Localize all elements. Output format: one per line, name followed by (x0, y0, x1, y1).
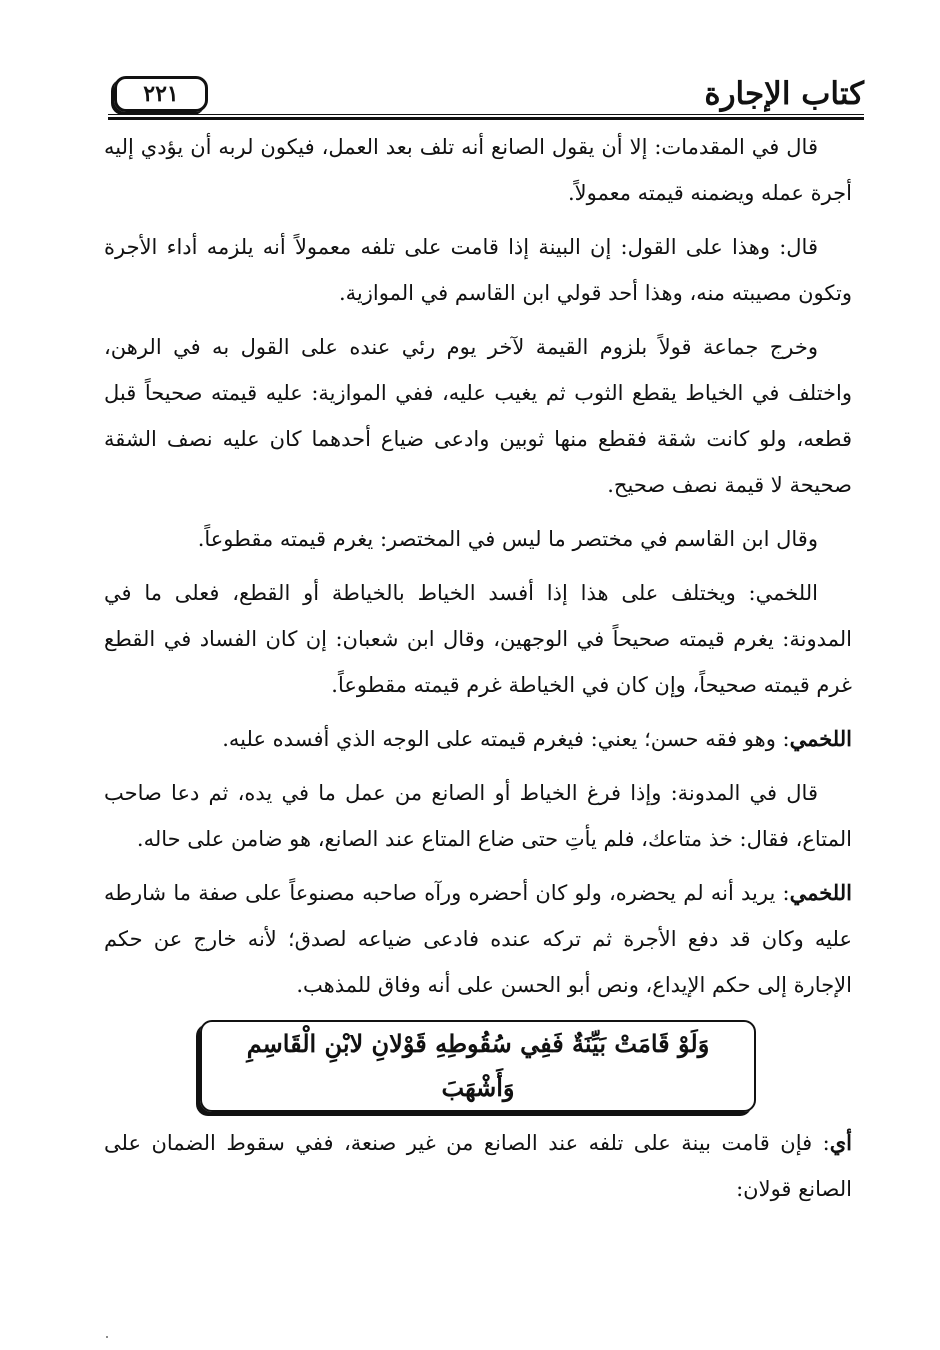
paragraph-sharh (104, 1120, 852, 1212)
page-header (108, 72, 864, 120)
paragraph-lakhmi-yurid (104, 870, 852, 1008)
lakhmi-term: اللخمي (789, 880, 852, 905)
page-number: ٢٢١ (114, 76, 208, 112)
paragraph-bayyina-qawl: قال: وهذا على القول: إن البينة إذا قامت على تلفه معمولاً أنه يلزمه أداء الأجرة وتكون مصيبته منه، وهذا أحد قولي ابن القاسم في الموازية. (104, 235, 852, 305)
paragraph-text: : وهو فقه حسن؛ يعني: فيغرم قيمته على الوجه الذي أفسده عليه. (222, 727, 790, 751)
paragraph-text: : فإن قامت بينة على تلفه عند الصانع من غير صنعة، ففي سقوط الضمان على الصانع قولان: (104, 1131, 852, 1201)
lakhmi-term: اللخمي (789, 726, 852, 751)
paragraph-lakhmi-ikhtilaf: اللخمي: ويختلف على هذا إذا أفسد الخياط بالخياطة أو القطع، فعلى ما في المدونة: يغرم قيمته صحيحاً في الوجهين، وقال ابن شعبان: إن كان الفساد في القطع غرم قيمته صحيحاً، وإن كان في الخياطة غرم قيمته مقطوعاً. (104, 581, 852, 697)
paragraph-muqaddimat: قال في المقدمات: إلا أن يقول الصانع أنه تلف بعد العمل، فيكون لربه أن يؤدي إليه أجرة عمله ويضمنه قيمته معمولاً. (104, 135, 852, 205)
page-body (104, 124, 852, 1220)
scan-speck (106, 1336, 108, 1338)
paragraph-khayyat: وخرج جماعة قولاً بلزوم القيمة لآخر يوم رئي عنده على القول به في الرهن، واختلف في الخياط يقطع الثوب ثم يغيب عليه، ففي الموازية: عليه قيمته صحيحاً قبل قطعه، ولو كانت شقة فقطع منها ثوبين وادعى ضياع أحدهما كان عليه نصف الشقة صحيحة لا قيمة نصف صحيح. (104, 335, 852, 497)
header-rule (108, 117, 864, 120)
book-title: كتاب الإجارة (704, 76, 864, 112)
matn-box: وَلَوْ قَامَتْ بَيِّنَةٌ فَفِي سُقُوطِهِ قَوْلانِ لابْنِ الْقَاسِمِ وَأَشْهَبَ (200, 1020, 756, 1112)
header-rule-thin (108, 114, 864, 115)
paragraph-lakhmi-fiqh (104, 716, 852, 762)
paragraph-text: : يريد أنه لم يحضره، ولو كان أحضره ورآه صاحبه مصنوعاً على صفة ما شارطه عليه وكان قد دفع الأجرة ثم تركه عنده فادعى ضياعه لصدق؛ لأنه خارج عن حكم الإجارة إلى حكم الإيداع، ونص أبو الحسن على أنه وفاق للمذهب. (104, 881, 852, 997)
paragraph-ibn-qasim: وقال ابن القاسم في مختصر ما ليس في المختصر: يغرم قيمته مقطوعاً. (197, 527, 818, 551)
paragraph-mudawwana: قال في المدونة: وإذا فرغ الخياط أو الصانع من عمل ما في يده، ثم دعا صاحب المتاع، فقال: خذ متاعك، فلم يأتِ حتى ضاع المتاع عند الصانع، هو ضامن على حاله. (104, 781, 852, 851)
ay-term: أي (829, 1130, 852, 1155)
